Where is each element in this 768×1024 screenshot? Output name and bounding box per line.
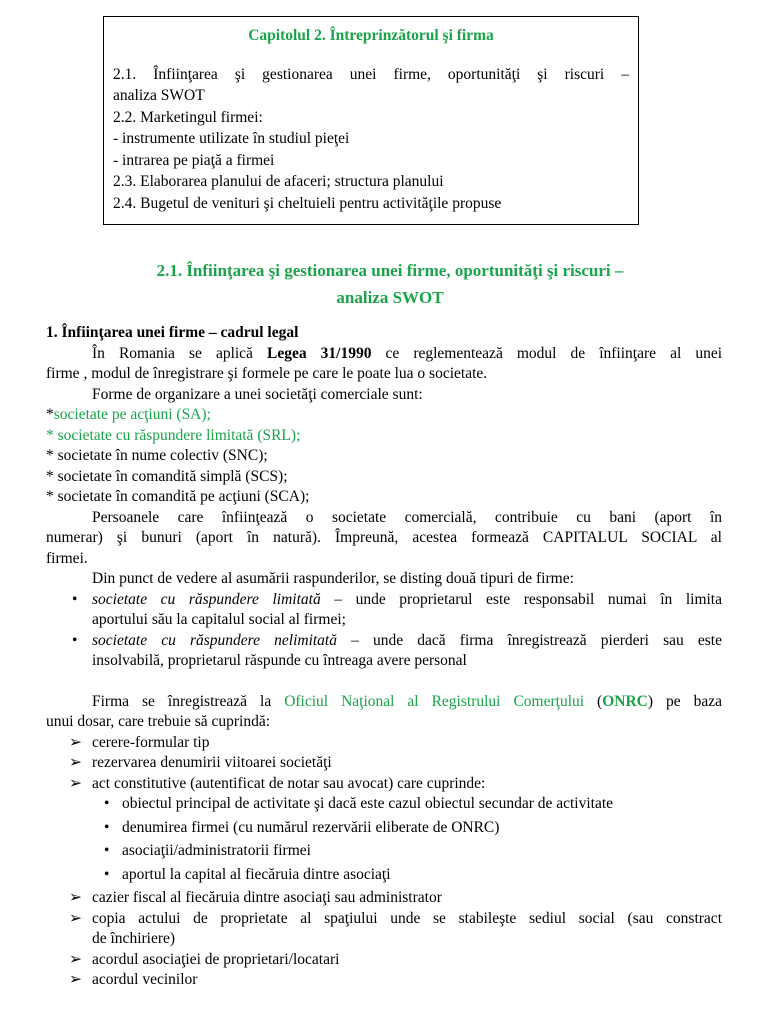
arrow-bullet-icon: ➢ bbox=[69, 774, 82, 792]
paragraph-line: Din punct de vedere al asumării raspunderilor, se disting două tipuri de firme: bbox=[92, 570, 574, 587]
paragraph-line: firme , modul de înregistrare şi formele pe care le poate lua o societate. bbox=[46, 365, 488, 382]
bullet-icon: • bbox=[72, 590, 78, 608]
paragraph-line: Persoanele care înfiinţează o societate comercială, contribuie cu bani (aport în bbox=[92, 508, 722, 526]
chapter-contents-box bbox=[103, 16, 639, 225]
sub-list-item: • obiectul principal de activitate şi dacă este cazul obiectul secundar de activitate bbox=[46, 794, 722, 815]
subsection-heading: 1. Înfiinţarea unei firme – cadrul legal bbox=[46, 324, 299, 341]
list-item-continuation: de închiriere) bbox=[92, 930, 176, 947]
list-item: ➢ acordul asociaţiei de proprietari/locatari bbox=[46, 950, 722, 971]
chapter-title: Capitolul 2. Întreprinzătorul şi firma bbox=[248, 27, 494, 44]
bullet-icon: • bbox=[104, 865, 110, 883]
law-reference: Legea 31/1990 bbox=[267, 344, 372, 362]
list-item: insolvabilă, proprietarul răspunde cu întreaga avere personal bbox=[92, 652, 467, 669]
sub-list-item: • aportul la capital al fiecăruia dintre asociaţi bbox=[46, 865, 722, 886]
paragraph-line: Firma se înregistrează la Oficiul Naţional al Registrului Comerţului (ONRC) pe baza bbox=[92, 692, 722, 710]
list-item: • societate cu răspundere nelimitată – unde dacă firma înregistrează pierderi sau este bbox=[46, 631, 722, 652]
toc-item: 2.3. Elaborarea planului de afaceri; structura planului bbox=[113, 173, 444, 190]
list-item: ➢ acordul vecinilor bbox=[46, 970, 722, 991]
list-item: * societate în nume colectiv (SNC); bbox=[46, 447, 268, 464]
paragraph-line: Forme de organizare a unei societăţi comerciale sunt: bbox=[92, 385, 423, 403]
paragraph-line: numerar) şi bunuri (aport în natură). Împreună, acestea formează CAPITALUL SOCIAL al bbox=[46, 529, 722, 546]
list-item: * societate în comandită simplă (SCS); bbox=[46, 467, 288, 485]
arrow-bullet-icon: ➢ bbox=[69, 971, 82, 988]
onrc-link: Oficiul Naţional al Registrului Comerţului bbox=[284, 692, 585, 710]
list-item: ➢ rezervarea denumirii viitoarei societăţi bbox=[46, 753, 722, 774]
list-item: * societate în comandită pe acţiuni (SCA); bbox=[46, 488, 310, 505]
sub-list-item: • denumirea firmei (cu numărul rezervării eliberate de ONRC) bbox=[46, 818, 722, 839]
list-item: * societate cu răspundere limitată (SRL); bbox=[46, 426, 301, 444]
paragraph-line: firmei. bbox=[46, 549, 88, 567]
arrow-bullet-icon: ➢ bbox=[69, 754, 82, 771]
toc-item: analiza SWOT bbox=[113, 87, 205, 104]
sub-list-item: • asociaţii/administratorii firmei bbox=[46, 841, 722, 862]
paragraph-line: În Romania se aplică Legea 31/1990 ce reglementează modul de înfiinţare al unei bbox=[92, 344, 723, 362]
bullet-icon: • bbox=[104, 818, 110, 836]
document-body bbox=[46, 323, 722, 991]
list-item: *societate pe acţiuni (SA); bbox=[46, 406, 211, 423]
section-title-line: analiza SWOT bbox=[336, 288, 444, 307]
arrow-bullet-icon: ➢ bbox=[69, 733, 82, 751]
bullet-icon: • bbox=[72, 631, 78, 649]
bullet-icon: • bbox=[104, 795, 110, 812]
paragraph-line: unui dosar, care trebuie să cuprindă: bbox=[46, 713, 271, 730]
arrow-bullet-icon: ➢ bbox=[69, 909, 82, 927]
bullet-icon: • bbox=[104, 842, 110, 859]
section-title-line: 2.1. Înfiinţarea şi gestionarea unei firme, oportunităţi şi riscuri – bbox=[156, 261, 624, 280]
list-item: ➢ copia actului de proprietate al spaţiului unde se stabileşte sediul social (sau constract bbox=[46, 909, 722, 930]
list-item: aportului său la capitalul social al firmei; bbox=[92, 611, 346, 628]
toc-item: - intrarea pe piaţă a firmei bbox=[113, 151, 275, 169]
section-title bbox=[100, 257, 680, 311]
list-item: • societate cu răspundere limitată – unde proprietarul este responsabil numai în limita bbox=[46, 590, 722, 611]
list-item: ➢ cerere-formular tip bbox=[46, 733, 722, 754]
arrow-bullet-icon: ➢ bbox=[69, 950, 82, 968]
toc-item: 2.2. Marketingul firmei: bbox=[113, 108, 263, 126]
toc-item: 2.1. Înfiinţarea şi gestionarea unei firme, oportunităţi şi riscuri – bbox=[113, 65, 629, 83]
toc-item: - instrumente utilizate în studiul pieţei bbox=[113, 130, 350, 147]
toc-item: 2.4. Bugetul de venituri şi cheltuieli pentru activităţile propuse bbox=[113, 194, 502, 212]
list-item: ➢ cazier fiscal al fiecăruia dintre asociaţi sau administrator bbox=[46, 888, 722, 909]
list-item: ➢ act constitutive (autentificat de notar sau avocat) care cuprinde: bbox=[46, 774, 722, 795]
arrow-bullet-icon: ➢ bbox=[69, 889, 82, 906]
